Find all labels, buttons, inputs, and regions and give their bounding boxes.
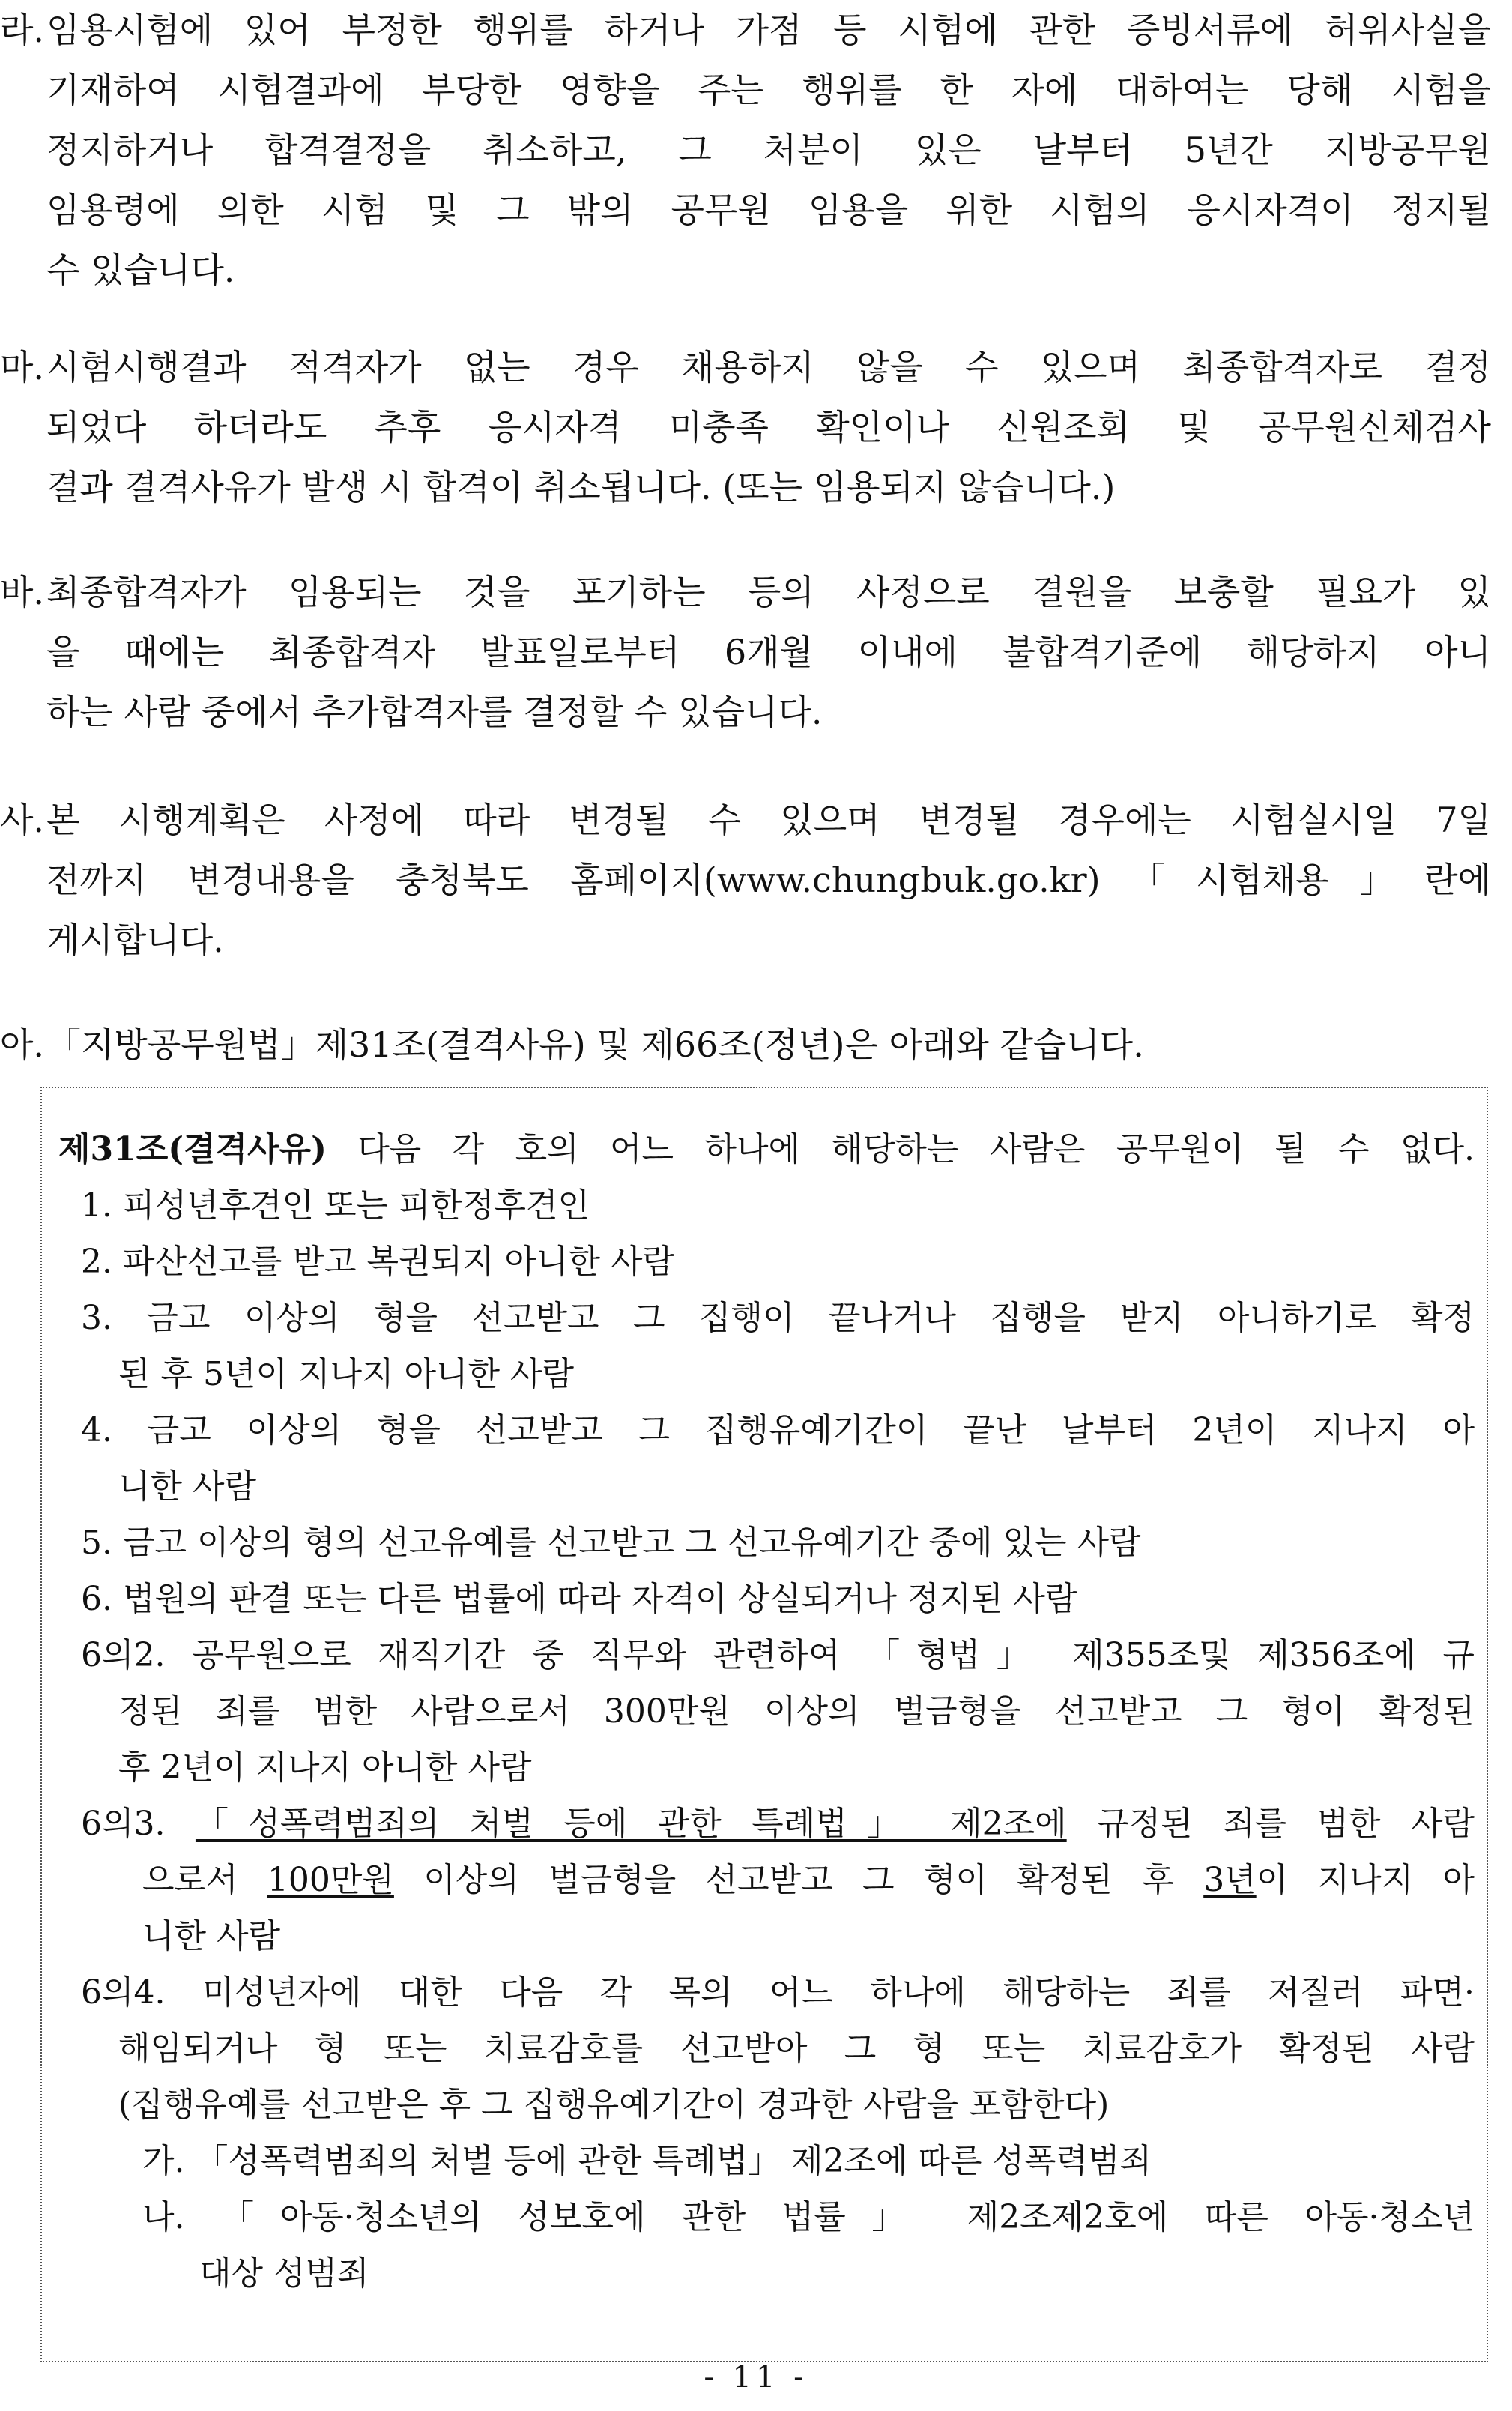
page-number: - 11 - [704,2360,808,2395]
paragraph-a [0,1015,1491,1075]
statute-heading-line [58,1121,1475,1177]
statute-item-continued [58,1852,1475,1908]
paragraph-line: 전까지 변경내용을 충청북도 홈페이지(www.chungbuk.go.kr)「시험채용」란에 [46,860,1491,900]
statute-subitem: 가. 「성폭력범죄의 처벌 등에 관한 특례법」 제2조에 따른 성폭력범죄 [142,2142,1152,2180]
paragraph-bullet: 아. [0,1025,45,1065]
paragraph-line: 시험시행결과 적격자가 없는 경우 채용하지 않을 수 있으며 최종합격자로 결정 [46,347,1491,387]
underlined-period: 3년 [1203,1861,1257,1899]
item-number: 6의3. [81,1805,196,1843]
paragraph-line: 하는 사람 중에서 추가합격자를 결정할 수 있습니다. [46,692,823,732]
statute-item-continued: 된 후 5년이 지나지 아니한 사람 [118,1355,574,1393]
statute-box [40,1087,1488,2362]
paragraph-line: 수 있습니다. [46,250,235,290]
statute-item: 2. 파산선고를 받고 복권되지 아니한 사람 [81,1243,674,1281]
statute-item: 6. 법원의 판결 또는 다른 법률에 따라 자격이 상실되거나 정지된 사람 [81,1580,1077,1618]
paragraph-bullet: 바. [0,572,45,612]
paragraph-line: 최종합격자가 임용되는 것을 포기하는 등의 사정으로 결원을 보충할 필요가 있 [46,572,1491,612]
paragraph-bullet: 라. [0,10,45,50]
paragraph-body [46,1015,1491,1075]
paragraph-ba [0,562,1491,742]
item-text: 규정된 죄를 범한 사람 [1066,1805,1475,1843]
item-text: 이상의 벌금형을 선고받고 그 형이 확정된 후 [393,1861,1204,1899]
paragraph-line: 결과 결격사유가 발생 시 합격이 취소됩니다. (또는 임용되지 않습니다.) [46,467,1116,507]
paragraph-line: 「지방공무원법」제31조(결격사유) 및 제66조(정년)은 아래와 같습니다. [46,1025,1144,1065]
statute-item-6-3 [58,1796,1475,1852]
statute-item-continued: 해임되거나 형 또는 치료감호를 선고받아 그 형 또는 치료감호가 확정된 사람 [118,2030,1475,2068]
statute-content [58,1121,1475,2302]
statute-item: 4. 금고 이상의 형을 선고받고 그 집행유예기간이 끝난 날부터 2년이 지나지 아 [81,1411,1475,1449]
statute-item-continued: 니한 사람 [142,1917,281,1955]
paragraph-line: 정지하거나 합격결정을 취소하고, 그 처분이 있은 날부터 5년간 지방공무원 [46,130,1491,170]
statute-item-continued: 정된 죄를 범한 사람으로서 300만원 이상의 벌금형을 선고받고 그 형이 확정된 [118,1692,1475,1730]
statute-item: 6의4. 미성년자에 대한 다음 각 목의 어느 하나에 해당하는 죄를 저질러 파면· [81,1973,1475,2012]
statute-item: 1. 피성년후견인 또는 피한정후견인 [81,1186,590,1225]
statute-subitem: 나. 「아동·청소년의 성보호에 관한 법률」 제2조제2호에 따른 아동·청소년 [142,2198,1475,2236]
underlined-amount: 100만원 [267,1861,394,1899]
article-title: 제31조(결격사유) [58,1130,327,1168]
item-text: 이 지나지 아 [1256,1861,1475,1899]
underlined-law-name: 「성폭력범죄의 처벌 등에 관한 특례법」 제2조에 [195,1805,1067,1843]
statute-subitem-continued: 대상 성범죄 [199,2254,369,2293]
paragraph-line: 임용령에 의한 시험 및 그 밖의 공무원 임용을 위한 시험의 응시자격이 정지될 [46,190,1491,230]
statute-item: 6의2. 공무원으로 재직기간 중 직무와 관련하여 「형법」 제355조및 제356조에 규 [81,1636,1475,1674]
statute-item: 3. 금고 이상의 형을 선고받고 그 집행이 끝나거나 집행을 받지 아니하기로 확정 [81,1299,1475,1337]
paragraph-body [46,562,1491,742]
paragraph-body [46,0,1491,300]
statute-item-continued: 니한 사람 [118,1467,257,1506]
paragraph-bullet: 마. [0,347,45,387]
paragraph-line: 본 시행계획은 사정에 따라 변경될 수 있으며 변경될 경우에는 시험실시일 7일 [46,800,1491,840]
paragraph-ra [0,0,1491,300]
statute-item: 5. 금고 이상의 형의 선고유예를 선고받고 그 선고유예기간 중에 있는 사람 [81,1524,1141,1562]
paragraph-sa [0,790,1491,970]
statute-item-continued: (집행유예를 선고받은 후 그 집행유예기간이 경과한 사람을 포함한다) [118,2086,1110,2124]
paragraph-line: 기재하여 시험결과에 부당한 영향을 주는 행위를 한 자에 대하여는 당해 시험을 [46,70,1491,110]
paragraph-bullet: 사. [0,800,45,840]
paragraph-body [46,790,1491,970]
statute-item-continued: 후 2년이 지나지 아니한 사람 [118,1748,532,1787]
paragraph-body [46,337,1491,517]
paragraph-line: 을 때에는 최종합격자 발표일로부터 6개월 이내에 불합격기준에 해당하지 아니 [46,632,1491,672]
item-text: 으로서 [142,1861,267,1899]
article-intro: 다음 각 호의 어느 하나에 해당하는 사람은 공무원이 될 수 없다. [326,1130,1475,1168]
paragraph-ma [0,337,1491,517]
paragraph-line: 임용시험에 있어 부정한 행위를 하거나 가점 등 시험에 관한 증빙서류에 허위사실을 [46,10,1491,50]
paragraph-line: 되었다 하더라도 추후 응시자격 미충족 확인이나 신원조회 및 공무원신체검사 [46,407,1491,447]
paragraph-line: 게시합니다. [46,920,224,960]
